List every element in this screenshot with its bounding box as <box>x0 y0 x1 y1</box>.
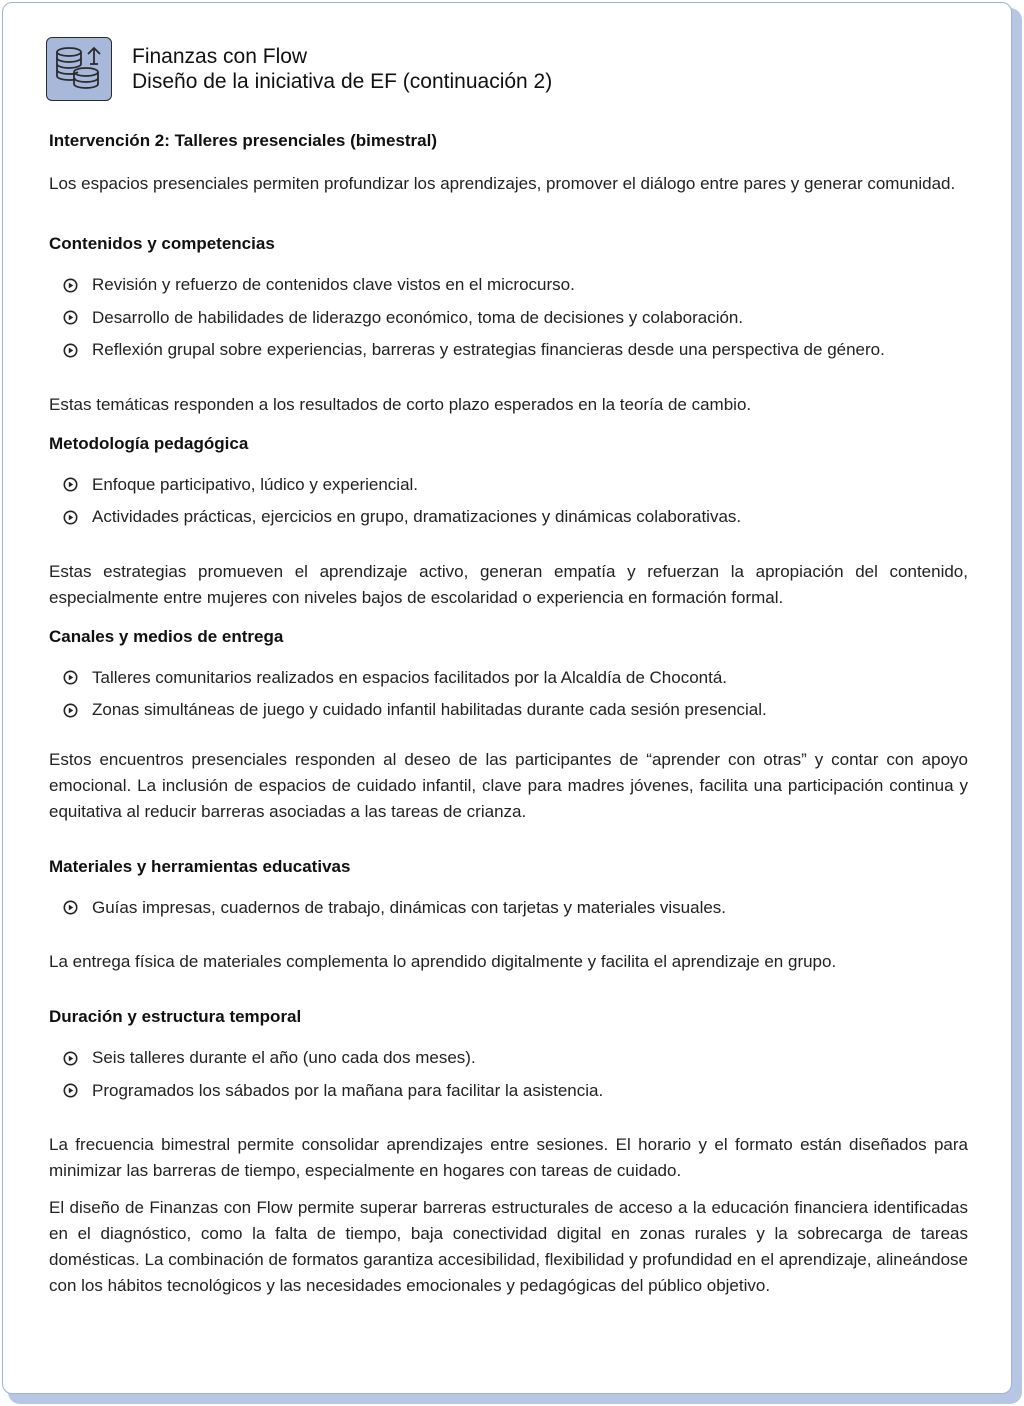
intervention-intro: Los espacios presenciales permiten profundizar los aprendizajes, promover el diálogo entre pares y generar comunidad. <box>49 174 956 193</box>
list-item: Actividades prácticas, ejercicios en grupo, dramatizaciones y dinámicas colaborativas. <box>49 501 968 534</box>
list-item: Desarrollo de habilidades de liderazgo económico, toma de decisiones y colaboración. <box>49 302 968 335</box>
play-circle-icon <box>63 703 78 718</box>
list-item: Reflexión grupal sobre experiencias, barreras y estrategias financieras desde una perspectiva de género. <box>49 334 968 367</box>
list-item: Seis talleres durante el año (uno cada dos meses). <box>49 1042 968 1075</box>
play-circle-icon <box>63 278 78 293</box>
document-subtitle: Diseño de la iniciativa de EF (continuación 2) <box>132 70 553 93</box>
note-canales: Estos encuentros presenciales responden al deseo de las participantes de “aprender con otras” y contar con apoyo emocional. La inclusión de espacios de cuidado infantil, clave para madres jóvenes, facilita una participación continua y equitativa al reducir barreras asociadas a las tareas de crianza. <box>49 749 968 821</box>
list-item: Programados los sábados por la mañana para facilitar la asistencia. <box>49 1075 968 1108</box>
conclusion-paragraph: El diseño de Finanzas con Flow permite superar barreras estructurales de acceso a la educación financiera identificadas en el diagnóstico, como la falta de tiempo, baja conectividad digital en zonas rurales y la sobrecarga de tareas domésticas. La combinación de formatos garantiza accesibilidad, flexibilidad y profundidad en el aprendizaje, alineándose con los hábitos tecnológicos y las necesidades emocionales y pedagógicas del público objetivo. <box>49 1198 968 1295</box>
note-metodologia: Estas estrategias promueven el aprendizaje activo, generan empatía y refuerzan la apropiación del contenido, especialmente entre mujeres con niveles bajos de escolaridad o experiencia en formación formal. <box>49 561 968 607</box>
intervention-title: Intervención 2: Talleres presenciales (bimestral) <box>49 131 438 150</box>
section-title-canales: Canales y medios de entrega <box>49 626 284 646</box>
document-body <box>49 130 968 1299</box>
note-materiales: La entrega física de materiales complementa lo aprendido digitalmente y facilita el aprendizaje en grupo. <box>49 952 837 971</box>
play-circle-icon <box>63 670 78 685</box>
note-contenidos: Estas temáticas responden a los resultados de corto plazo esperados en la teoría de cambio. <box>49 394 752 414</box>
coins-upload-icon <box>46 37 112 101</box>
list-duracion <box>49 1042 968 1107</box>
list-contenidos <box>49 269 968 367</box>
section-title-duracion: Duración y estructura temporal <box>49 1007 302 1026</box>
play-circle-icon <box>63 310 78 325</box>
section-title-materiales: Materiales y herramientas educativas <box>49 856 351 876</box>
list-item: Revisión y refuerzo de contenidos clave vistos en el microcurso. <box>49 269 968 302</box>
play-circle-icon <box>63 477 78 492</box>
play-circle-icon <box>63 1083 78 1098</box>
list-item: Guías impresas, cuadernos de trabajo, dinámicas con tarjetas y materiales visuales. <box>49 892 968 925</box>
list-item: Enfoque participativo, lúdico y experiencial. <box>49 469 968 502</box>
list-canales <box>49 662 968 727</box>
play-circle-icon <box>63 510 78 525</box>
list-materiales <box>49 892 968 925</box>
header <box>46 37 552 101</box>
document-title: Finanzas con Flow <box>132 45 308 68</box>
play-circle-icon <box>63 900 78 915</box>
section-title-contenidos: Contenidos y competencias <box>49 234 275 253</box>
play-circle-icon <box>63 343 78 358</box>
section-title-metodologia: Metodología pedagógica <box>49 433 249 453</box>
list-metodologia <box>49 469 968 534</box>
play-circle-icon <box>63 1051 78 1066</box>
list-item: Talleres comunitarios realizados en espacios facilitados por la Alcaldía de Chocontá. <box>49 662 968 695</box>
note-duracion: La frecuencia bimestral permite consolidar aprendizajes entre sesiones. El horario y el formato están diseñados para minimizar las barreras de tiempo, especialmente en hogares con tareas de cuidado. <box>49 1135 968 1180</box>
list-item: Zonas simultáneas de juego y cuidado infantil habilitadas durante cada sesión presencial. <box>49 694 968 727</box>
